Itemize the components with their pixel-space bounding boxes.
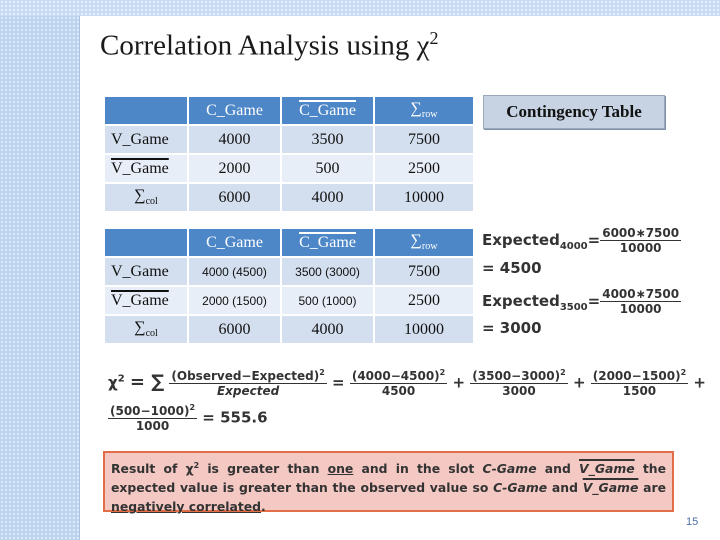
row-label [104, 183, 188, 212]
equals-sign: = [332, 373, 345, 392]
denominator: 3000 [502, 384, 536, 398]
sum-symbol: ∑ [410, 100, 422, 118]
denominator: 1500 [622, 384, 657, 398]
numerator-text: (3500−3000) [472, 369, 561, 383]
denominator: 10000 [619, 302, 662, 316]
header-cell-c-game: C_Game [188, 96, 281, 125]
expected-formula-3500 [482, 287, 681, 316]
sum-subscript: col [145, 196, 158, 208]
table-cell: 3500 [281, 125, 374, 154]
chi-square-formula-line2 [108, 403, 268, 433]
header-cell-not-c-game [281, 228, 374, 257]
text: . [261, 499, 266, 515]
sum-symbol: = ∑ [129, 371, 165, 393]
table-cell: 6000 [188, 183, 281, 212]
italic-text: V_Game [579, 461, 635, 477]
table-row [104, 257, 474, 286]
table-cell: 2500 [374, 154, 474, 183]
chi-superscript: 2 [117, 373, 125, 385]
row-label [104, 154, 188, 183]
table-cell: 2000 [188, 154, 281, 183]
table-cell: 4000 (4500) [188, 257, 281, 286]
numerator-text: (4000−4500) [351, 369, 440, 383]
header-cell-not-c-game [281, 96, 374, 125]
row-label: V_Game [104, 125, 188, 154]
fraction [600, 226, 681, 255]
plus-sign: + [452, 373, 466, 392]
sum-subscript: row [421, 241, 438, 253]
expected-subscript: 4000 [559, 241, 588, 252]
table-row [104, 154, 474, 183]
numerator [108, 403, 197, 419]
header-cell-empty [104, 228, 188, 257]
italic-text: C-Game [493, 480, 548, 496]
numerator [350, 368, 447, 384]
expected-subscript: 3500 [559, 302, 588, 313]
row-label: V_Game [104, 257, 188, 286]
text: the expected value is greater than the observed value so [111, 461, 666, 496]
numerator-text: (2000−1500) [592, 369, 681, 383]
table-cell: 4000 [281, 315, 374, 344]
table-cell: 2500 [374, 286, 474, 315]
text: is greater than [199, 461, 328, 477]
plus-sign: + [693, 373, 706, 392]
contingency-table-expected [103, 227, 475, 345]
table-cell: 500 (1000) [281, 286, 374, 315]
denominator: 10000 [619, 241, 662, 255]
table-cell: 500 [281, 154, 374, 183]
table-header-row [104, 96, 474, 125]
chi-square-formula-line1 [108, 368, 706, 398]
chi-superscript: 2 [193, 461, 200, 470]
underlined-text: one [327, 461, 354, 477]
sum-symbol: ∑ [134, 319, 146, 337]
chi-symbol: χ [108, 373, 118, 392]
table-cell: 4000 [188, 125, 281, 154]
header-cell-c-game: C_Game [188, 228, 281, 257]
sum-symbol: ∑ [410, 232, 422, 250]
sum-subscript: row [421, 109, 438, 121]
page-number: 15 [686, 516, 699, 528]
square-sup: 2 [189, 403, 196, 412]
equals-sign: = [587, 231, 601, 249]
plus-sign: + [572, 373, 586, 392]
table-row [104, 183, 474, 212]
row-label [104, 315, 188, 344]
header-text: C_Game [299, 101, 356, 119]
numerator: 4000∗7500 [602, 287, 680, 301]
text: and in the slot [353, 461, 483, 477]
square-sup: 2 [319, 368, 325, 377]
top-decorative-band [0, 0, 720, 16]
table-row [104, 315, 474, 344]
table-cell: 4000 [281, 183, 374, 212]
table-cell: 7500 [374, 125, 474, 154]
table-cell: 6000 [188, 315, 281, 344]
table-header-row [104, 228, 474, 257]
expected-result-3000: = 3000 [482, 319, 542, 337]
numerator [169, 368, 326, 384]
expected-label: Expected [482, 231, 560, 249]
numerator [591, 368, 688, 384]
denominator: Expected [216, 384, 280, 398]
conclusion-box [103, 451, 674, 515]
header-cell-empty [104, 96, 188, 125]
text: and [536, 461, 580, 477]
square-sup: 2 [560, 368, 566, 377]
numerator [470, 368, 567, 384]
table-cell: 10000 [374, 315, 474, 344]
denominator: 4500 [381, 384, 416, 398]
contingency-table-label: Contingency Table [483, 95, 665, 129]
square-sup: 2 [680, 368, 687, 377]
fraction [470, 368, 567, 398]
header-text: C_Game [299, 233, 356, 251]
table-cell: 10000 [374, 183, 474, 212]
table-row [104, 286, 474, 315]
expected-result-4500: = 4500 [482, 259, 542, 277]
square-sup: 2 [439, 368, 446, 377]
text: are [638, 480, 666, 496]
row-label-text: V_Game [111, 291, 169, 309]
underlined-text: negatively correlated [111, 499, 262, 515]
slide-title [100, 28, 438, 63]
title-superscript: 2 [429, 28, 439, 48]
chi-square-result: = 555.6 [202, 408, 268, 427]
equals-sign: = [587, 292, 601, 310]
numerator: 6000∗7500 [602, 226, 680, 240]
expected-formula-4000 [482, 226, 681, 255]
numerator-text: (500−1000) [110, 404, 190, 418]
row-label-text: V_Game [111, 159, 169, 177]
fraction [350, 368, 447, 398]
italic-text: V_Game [582, 480, 639, 496]
table-cell: 7500 [374, 257, 474, 286]
fraction [600, 287, 681, 316]
table-row [104, 125, 474, 154]
sum-symbol: ∑ [134, 187, 146, 205]
expected-label: Expected [482, 292, 560, 310]
left-decorative-band [0, 0, 80, 540]
fraction [169, 368, 326, 398]
table-cell: 2000 (1500) [188, 286, 281, 315]
chi-symbol: χ [185, 461, 194, 477]
title-text: Correlation Analysis using χ [100, 29, 430, 62]
denominator: 1000 [135, 419, 170, 433]
table-cell: 3500 (3000) [281, 257, 374, 286]
text: Result of [111, 461, 186, 477]
sum-subscript: col [145, 328, 158, 340]
fraction [591, 368, 688, 398]
italic-text: C-Game [482, 461, 537, 477]
fraction [108, 403, 197, 433]
numerator-text: (Observed−Expected) [171, 369, 320, 383]
contingency-table-observed [103, 95, 475, 213]
row-label [104, 286, 188, 315]
header-cell-sum-row [374, 96, 474, 125]
text: and [547, 480, 583, 496]
header-cell-sum-row [374, 228, 474, 257]
